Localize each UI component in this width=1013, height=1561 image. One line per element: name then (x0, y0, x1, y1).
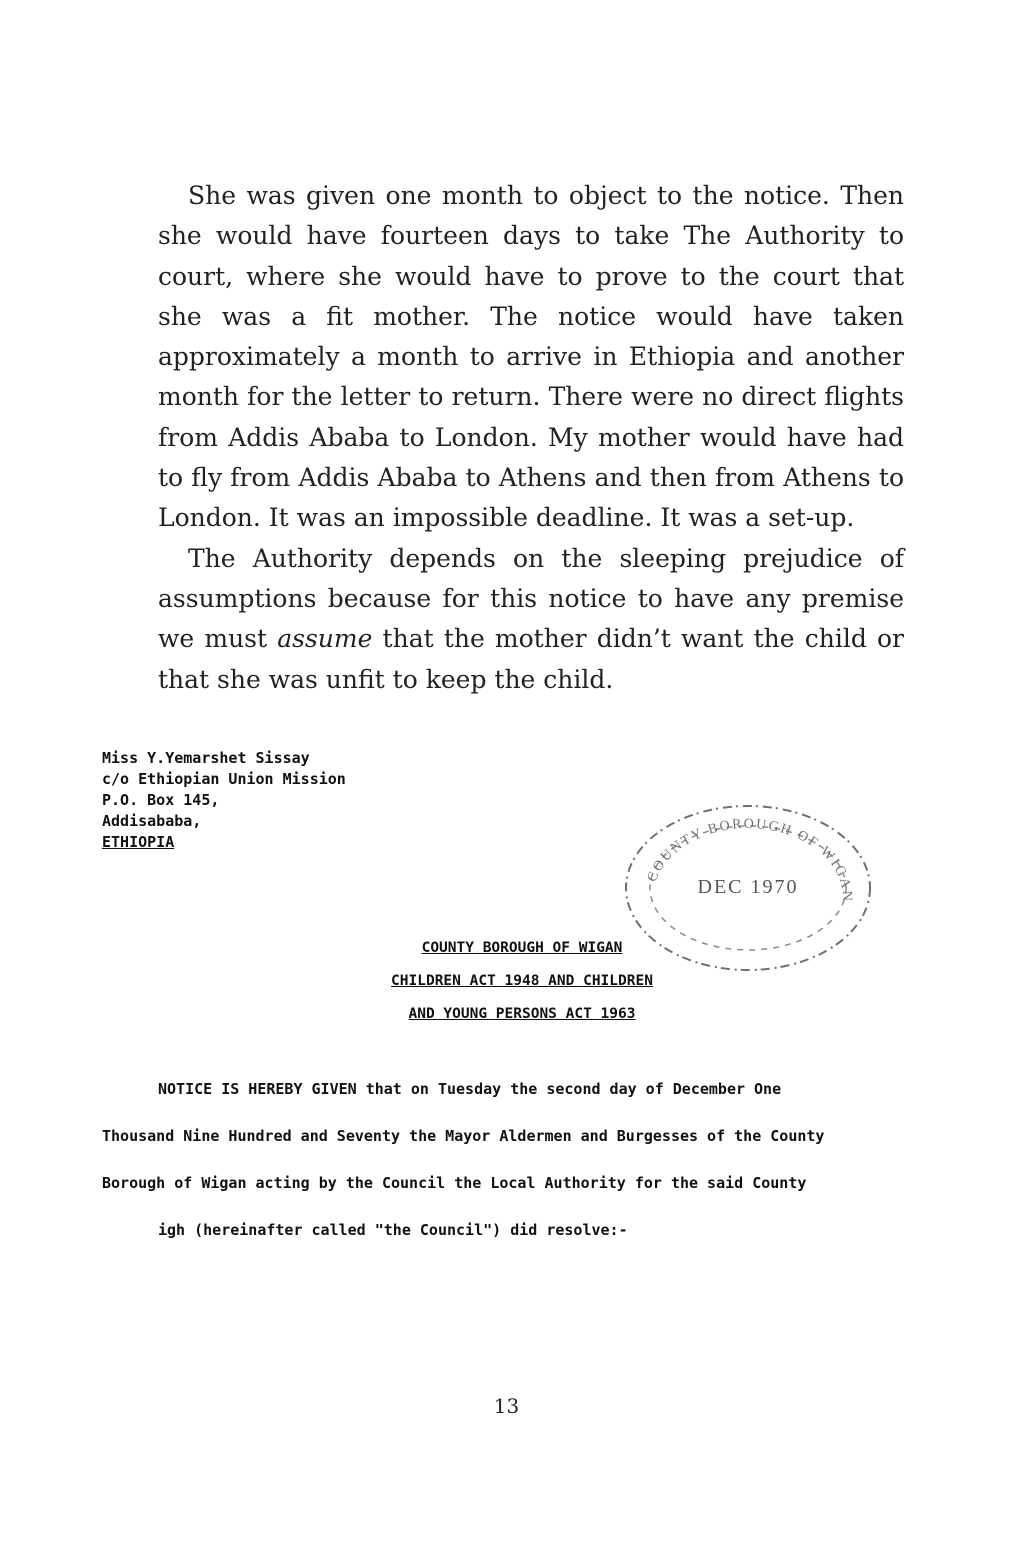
notice-heading (342, 932, 702, 1031)
stamp-date: DEC 1970 (697, 876, 799, 898)
recipient-address (102, 748, 346, 853)
page-number: 13 (493, 1394, 520, 1418)
prose-text (158, 176, 904, 700)
heading-line-3: AND YOUNG PERSONS ACT 1963 (408, 1006, 636, 1022)
heading-line-1: COUNTY BOROUGH OF WIGAN (421, 940, 623, 956)
paragraph-1: She was given one month to object to the notice. Then she would have fourteen days to take The Authority to court, where she would have to prove to the court that she was a fit mother. The notice would have taken approximately a month to arrive in Ethiopia and another month for the letter to return. There were no direct flights from Addis Ababa to London. My mother would have had to fly from Addis Ababa to Athens and then from Athens to London. It was an impossible deadline. It was a set-up. (158, 181, 904, 533)
notice-line-3: Borough of Wigan acting by the Council the Local Authority for the said County (102, 1174, 807, 1192)
notice-line-1: NOTICE IS HEREBY GIVEN that on Tuesday the second day of December One (158, 1080, 782, 1098)
notice-line-4: igh (hereinafter called "the Council") did resolve:- (158, 1221, 628, 1239)
emphasis-assume: assume (277, 624, 373, 654)
paragraph-2 (158, 539, 904, 700)
address-organisation: c/o Ethiopian Union Mission (102, 770, 346, 788)
notice-body (102, 1066, 964, 1254)
stamp-arc-text: COUNTY BOROUGH OF WIGAN (644, 816, 855, 904)
address-country: ETHIOPIA (102, 833, 175, 851)
heading-line-2: CHILDREN ACT 1948 AND CHILDREN (391, 973, 653, 989)
address-name: Miss Y.Yemarshet Sissay (102, 749, 310, 767)
address-po-box: P.O. Box 145, (102, 791, 220, 809)
notice-line-2: Thousand Nine Hundred and Seventy the Mayor Aldermen and Burgesses of the County (102, 1127, 825, 1145)
paragraph-2-start: The Authority depends on the sleeping prejudice of assumptions because for this notice to have any premise we must (158, 543, 904, 654)
paragraph-2-end: that the mother didn’t want the child or that she was unfit to keep the child. (158, 624, 904, 694)
address-city: Addisababa, (102, 812, 202, 830)
